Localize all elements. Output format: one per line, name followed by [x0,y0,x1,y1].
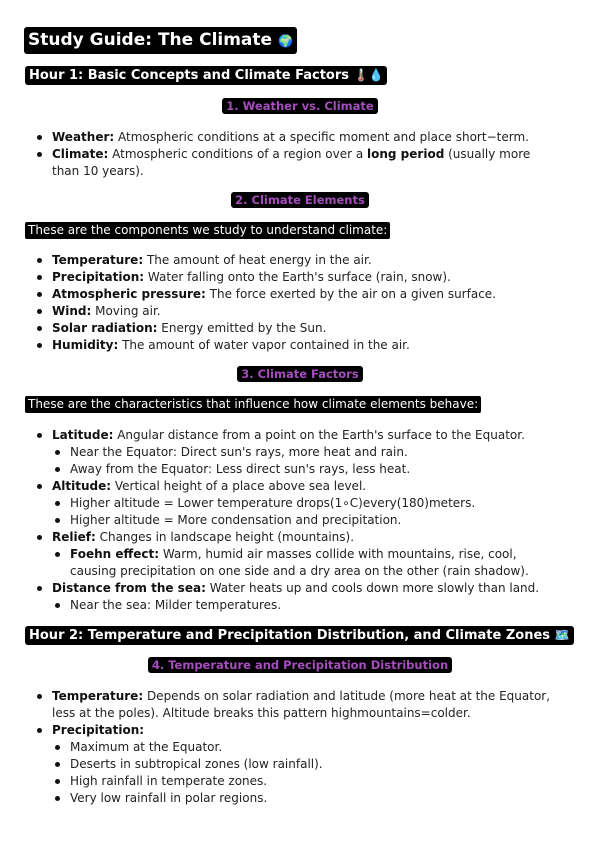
section-title-climate-elements: 2. Climate Elements [0,192,600,208]
thermometer-icon: 🌡️ [353,68,369,82]
distribution-list [0,688,600,807]
list-item: Deserts in subtropical zones (low rainfall). [0,756,600,773]
list-item: Climate: Atmospheric conditions of a region over a long period (usually more than 10 years). [0,146,600,180]
section-title-weather-climate: 1. Weather vs. Climate [0,98,600,114]
list-item: Temperature: The amount of heat energy in the air. [0,252,600,269]
list-item: High rainfall in temperate zones. [0,773,600,790]
list-item: Relief: Changes in landscape height (mountains). [0,529,600,546]
droplet-icon: 💧 [368,68,384,82]
hour2-heading: Hour 2: Temperature and Precipitation Distribution, and Climate Zones 🗺️ [25,626,574,645]
list-item: Atmospheric pressure: The force exerted by the air on a given surface. [0,286,600,303]
list-item: Altitude: Vertical height of a place above sea level. [0,478,600,495]
map-icon: 🗺️ [554,628,570,642]
list-item: Near the Equator: Direct sun's rays, more heat and rain. [0,444,600,461]
list-item: Foehn effect: Warm, humid air masses collide with mountains, rise, cool, causing precipitation on one side and a dry area on the other (rain shadow). [0,546,600,580]
list-item: Away from the Equator: Less direct sun's rays, less heat. [0,461,600,478]
list-item: Wind: Moving air. [0,303,600,320]
climate-elements-list [0,252,600,354]
list-item: Humidity: The amount of water vapor contained in the air. [0,337,600,354]
list-item: Higher altitude = Lower temperature drops(1∘C)every(180)meters. [0,495,600,512]
list-item: Higher altitude = More condensation and precipitation. [0,512,600,529]
list-item: Distance from the sea: Water heats up and cools down more slowly than land. [0,580,600,597]
weather-climate-list [0,129,600,180]
climate-factors-list [0,427,600,614]
section-title-climate-factors: 3. Climate Factors [0,366,600,382]
list-item: Precipitation: [0,722,600,739]
page-title: Study Guide: The Climate 🌍 [24,27,297,54]
climate-elements-intro: These are the components we study to understand climate: [25,222,390,239]
section-title-distribution: 4. Temperature and Precipitation Distribution [0,657,600,673]
list-item: Temperature: Depends on solar radiation and latitude (more heat at the Equator, less at the poles). Altitude breaks this pattern highmountains=colder. [0,688,600,722]
list-item: Solar radiation: Energy emitted by the Sun. [0,320,600,337]
list-item: Precipitation: Water falling onto the Earth's surface (rain, snow). [0,269,600,286]
list-item: Latitude: Angular distance from a point on the Earth's surface to the Equator. [0,427,600,444]
globe-icon: 🌍 [277,34,293,48]
list-item: Very low rainfall in polar regions. [0,790,600,807]
list-item: Near the sea: Milder temperatures. [0,597,600,614]
hour1-heading: Hour 1: Basic Concepts and Climate Factors 🌡️💧 [25,66,387,85]
list-item: Maximum at the Equator. [0,739,600,756]
climate-factors-intro: These are the characteristics that influence how climate elements behave: [25,396,481,413]
list-item: Weather: Atmospheric conditions at a specific moment and place short−term. [0,129,600,146]
